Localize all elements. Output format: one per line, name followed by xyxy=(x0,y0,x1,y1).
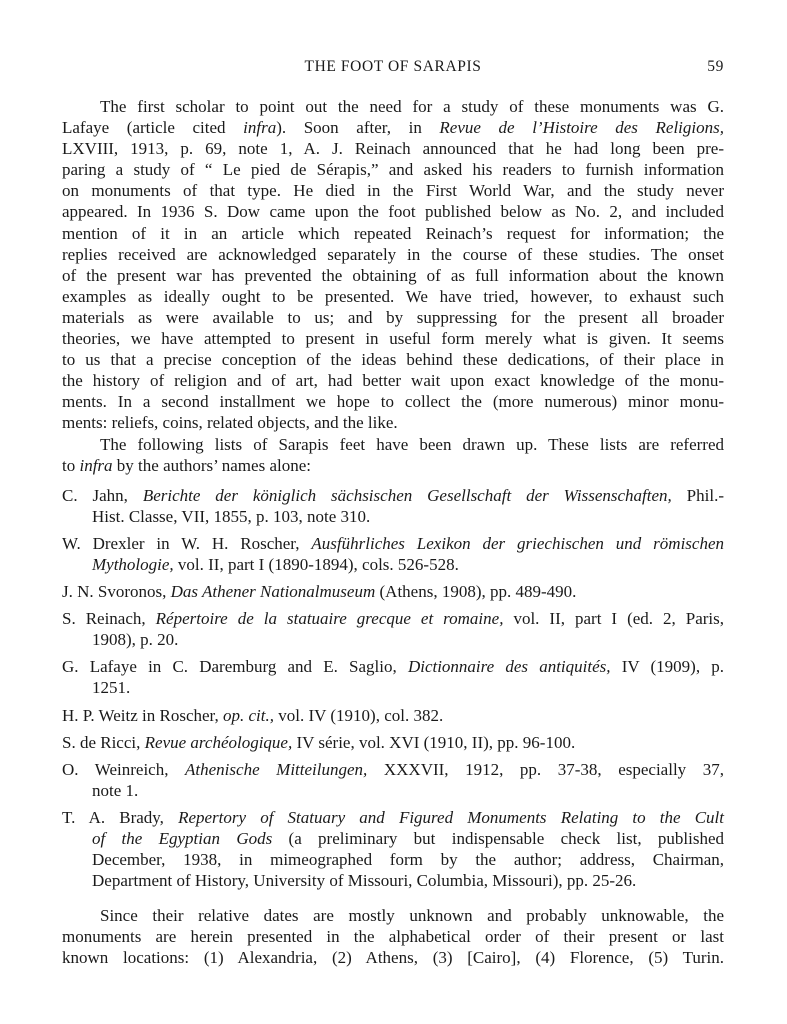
reference-entry xyxy=(62,656,724,698)
italic-run: Dictionnaire des antiquités, xyxy=(407,657,611,677)
text-line: of the present war has prevented the obtaining of as full information about the known xyxy=(62,265,724,285)
italic-run: Revue de l’Histoire des Religions, xyxy=(439,118,724,138)
text-line: replies received are acknowledged separately in the course of these studies. The onset xyxy=(62,244,724,264)
text-run: T. A. Brady, xyxy=(62,807,179,827)
text-run: XXXVII, 1912, pp. 37-38, especially 37, xyxy=(367,759,724,779)
text-run: W. Drexler in W. H. Roscher, xyxy=(62,533,312,553)
text-line xyxy=(62,759,724,780)
text-line: ments: reliefs, coins, related objects, and the like. xyxy=(62,413,398,433)
text-run: IV série, vol. XVI (1910, II), pp. 96-100. xyxy=(292,732,576,752)
text-line: December, 1938, in mimeographed form by the author; address, Chairman, xyxy=(92,850,724,870)
text-line xyxy=(62,581,724,602)
reference-entry xyxy=(62,533,724,575)
reference-entry xyxy=(62,608,724,650)
text-run: C. Jahn, xyxy=(62,485,143,505)
text-line xyxy=(62,807,724,828)
text-line: paring a study of “ Le pied de Sérapis,” and asked his readers to furnish information xyxy=(62,160,724,180)
text-run: vol. II, part I (ed. 2, Paris, xyxy=(503,609,725,629)
text-line xyxy=(62,705,724,726)
text-line: 1251. xyxy=(92,678,131,698)
running-title: THE FOOT OF SARAPIS xyxy=(304,58,482,75)
text-run: IV (1909), p. xyxy=(610,657,725,677)
italic-run: Athenische Mitteilungen, xyxy=(185,759,368,779)
text-line: LXVIII, 1913, p. 69, note 1, A. J. Reinach announced that he had long been pre- xyxy=(62,139,724,159)
text-run: Phil.- xyxy=(671,485,724,505)
italic-run: Das Athener Nationalmuseum xyxy=(170,582,376,602)
text-run: ). Soon after, in xyxy=(276,118,440,138)
reference-list xyxy=(62,485,724,892)
text-run: G. Lafaye in C. Daremburg and E. Saglio, xyxy=(62,657,408,677)
italic-run: Répertoire de la statuaire grecque et romaine, xyxy=(155,609,504,629)
text-run: S. Reinach, xyxy=(62,609,156,629)
italic-run: Mythologie, xyxy=(92,554,174,574)
reference-entry xyxy=(62,732,724,753)
reference-entry xyxy=(62,705,724,726)
text-run: (Athens, 1908), pp. 489-490. xyxy=(375,582,577,602)
text-line: The first scholar to point out the need for a study of these monuments was G. xyxy=(100,97,724,116)
text-line xyxy=(62,732,724,753)
text-line: appeared. In 1936 S. Dow came upon the foot published below as No. 2, and included xyxy=(62,202,724,222)
text-line: Hist. Classe, VII, 1855, p. 103, note 310. xyxy=(92,506,371,526)
italic-run: Ausführliches Lexikon der griechischen und römischen xyxy=(311,533,724,553)
reference-entry xyxy=(62,807,724,891)
text-run: S. de Ricci, xyxy=(62,732,145,752)
reference-entry xyxy=(62,759,724,801)
body-text xyxy=(62,96,724,969)
text-line: Department of History, University of Missouri, Columbia, Missouri), pp. 25-26. xyxy=(92,871,637,891)
italic-run: infra xyxy=(243,118,277,138)
text-line: ments. In a second installment we hope to collect the (more numerous) minor monu- xyxy=(62,392,724,412)
text-line: known locations: (1) Alexandria, (2) Athens, (3) [Cairo], (4) Florence, (5) Turin. xyxy=(62,948,724,968)
text-line xyxy=(92,828,724,849)
lists-paragraph xyxy=(62,434,724,476)
text-run: O. Weinreich, xyxy=(62,759,186,779)
text-line: materials as were available to us; and by suppressing for the present all broader xyxy=(62,307,724,327)
text-line xyxy=(62,117,724,138)
text-run: J. N. Svoronos, xyxy=(62,582,171,602)
text-line: theories, we have attempted to present in useful form merely what is given. It seems xyxy=(62,329,724,349)
text-line: monuments are herein presented in the alphabetical order of their present or last xyxy=(62,927,724,947)
page-number: 59 xyxy=(707,58,724,75)
reference-entry xyxy=(62,485,724,527)
text-line: note 1. xyxy=(92,780,139,800)
text-run: to xyxy=(62,455,80,475)
text-line: Since their relative dates are mostly unknown and probably unknowable, the xyxy=(100,906,724,926)
text-run: by the authors’ names alone: xyxy=(112,455,311,475)
text-line: 1908), p. 20. xyxy=(92,630,179,650)
text-line xyxy=(62,533,724,554)
text-run: vol. IV (1910), col. 382. xyxy=(274,705,444,725)
text-run: Lafaye (article cited xyxy=(62,118,244,138)
text-run: vol. II, part I (1890-1894), cols. 526-528. xyxy=(173,554,459,574)
text-line xyxy=(62,485,724,506)
reference-entry xyxy=(62,581,724,602)
text-line: mention of it in an article which repeated Reinach’s request for information; the xyxy=(62,223,724,243)
text-line: on monuments of that type. He died in the First World War, and the study never xyxy=(62,181,724,201)
text-line: to us that a precise conception of the ideas behind these dedications, of their place in xyxy=(62,350,724,370)
text-line: The following lists of Sarapis feet have been drawn up. These lists are referred xyxy=(100,434,724,454)
italic-run: of the Egyptian Gods xyxy=(92,829,273,848)
text-line: examples as ideally ought to be presented. We have tried, however, to exhaust such xyxy=(62,286,724,306)
italic-run: Repertory of Statuary and Figured Monuments Relating to the Cult xyxy=(178,807,724,827)
closing-paragraph xyxy=(62,905,724,968)
running-head xyxy=(62,58,724,84)
text-line xyxy=(62,608,725,629)
italic-run: infra xyxy=(79,455,113,475)
italic-run: Revue archéologique, xyxy=(144,732,293,752)
intro-paragraph xyxy=(62,96,724,434)
italic-run: op. cit., xyxy=(223,705,275,725)
italic-run: Berichte der königlich sächsischen Gesellschaft der Wissenschaften, xyxy=(142,485,672,505)
book-page xyxy=(62,58,724,969)
text-line: the history of religion and of art, had better wait upon exact knowledge of the monu- xyxy=(62,371,724,391)
text-line xyxy=(92,554,724,575)
text-line xyxy=(62,656,725,677)
text-run: (a preliminary but indispensable check list, published xyxy=(272,829,724,848)
text-line xyxy=(62,455,724,476)
text-run: H. P. Weitz in Roscher, xyxy=(62,705,224,725)
